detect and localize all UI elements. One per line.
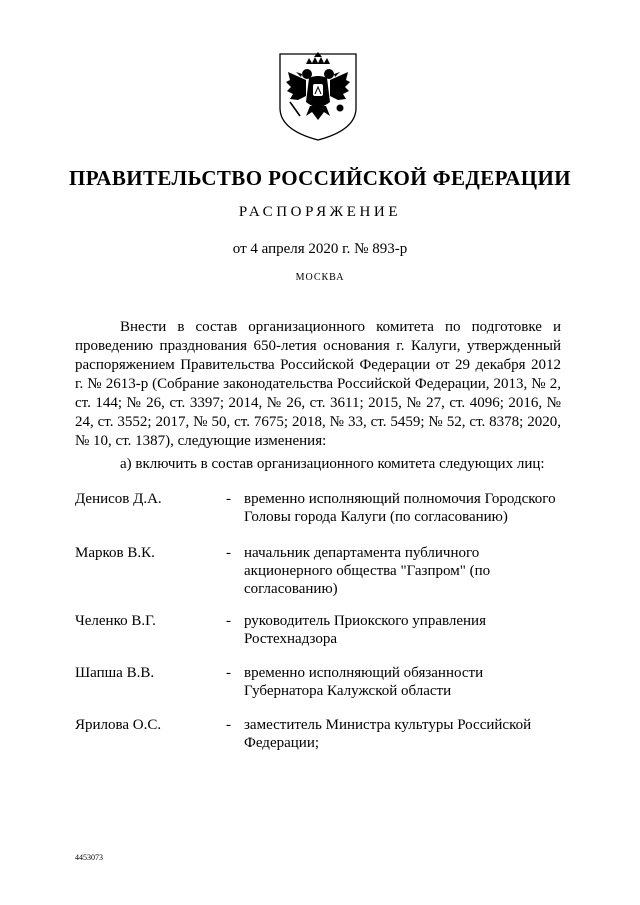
member-role: начальник департамента публичного акционерного общества "Газпром" (по согласованию) (244, 545, 491, 597)
preamble-block (75, 318, 561, 451)
member-name: Ярилова О.С. (75, 717, 162, 733)
member-name: Челенко В.Г. (75, 613, 156, 629)
member-dash: - (226, 665, 231, 681)
member-dash: - (226, 717, 231, 733)
member-role: временно исполняющий полномочия Городского Головы города Калуги (по согласованию) (244, 491, 556, 525)
member-name: Денисов Д.А. (75, 491, 162, 507)
document-city: МОСКВА (295, 272, 345, 283)
member-role: руководитель Приокского управления Ростехнадзора (244, 613, 486, 647)
member-dash: - (226, 545, 231, 561)
government-title: ПРАВИТЕЛЬСТВО РОССИЙСКОЙ ФЕДЕРАЦИИ (69, 166, 571, 190)
coat-of-arms-icon (276, 50, 360, 142)
member-name: Марков В.К. (75, 545, 155, 561)
member-role: заместитель Министра культуры Российской Федерации; (244, 717, 532, 751)
document-date-number: от 4 апреля 2020 г. № 893-р (232, 241, 408, 257)
document-type: РАСПОРЯЖЕНИЕ (238, 204, 402, 220)
member-role: временно исполняющий обязанности Губернатора Калужской области (244, 665, 484, 699)
document-code: 4453073 (75, 853, 103, 862)
member-name: Шапша В.В. (75, 665, 155, 681)
member-dash: - (226, 491, 231, 507)
item-a-paragraph: а) включить в состав организационного комитета следующих лиц: (120, 456, 545, 472)
preamble-paragraph: Внести в состав организационного комитета по подготовке и проведению празднования 650-летия основания г. Калуги, утвержденный распоряжением Правительства Российской Федерации от 29 декабря 2012 г. № 2613-р (Собрание законодательства Российской Федерации, 2013, № 2, ст. 144; № 26, ст. 3397; 2014, № 26, ст. 3611; 2015, № 27, ст. 4096; 2016, № 24, ст. 3552; 2017, № 50, ст. 7675; 2018, № 33, ст. 5459; № 52, ст. 8378; 2020, № 10, ст. 1387), следующие изменения: (75, 319, 561, 449)
member-dash: - (226, 613, 231, 629)
